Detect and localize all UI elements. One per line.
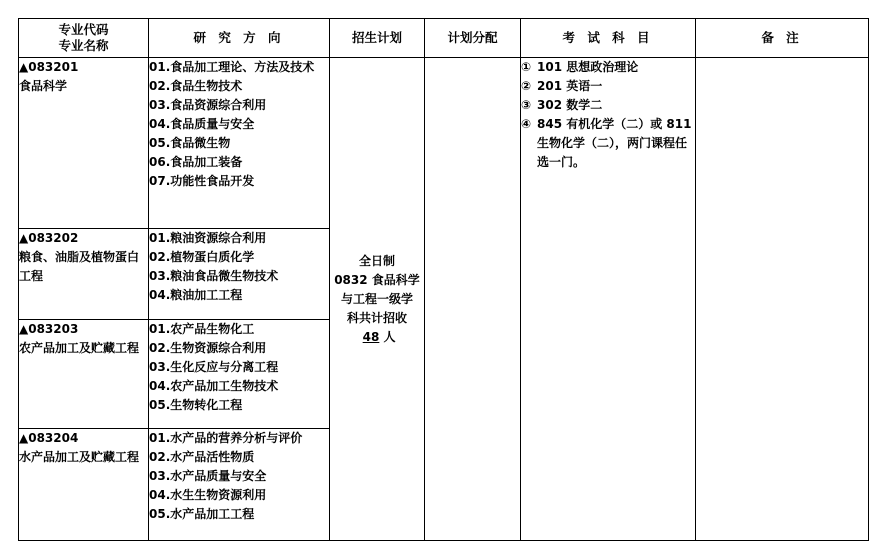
direction-list (149, 58, 329, 191)
header-enrollment (330, 19, 425, 58)
direction-item: 01.水产品的营养分析与评价 (149, 431, 303, 445)
direction-list (149, 429, 329, 524)
exam-subject-text: 101 思想政治理论 (537, 60, 639, 74)
direction-cell (149, 58, 330, 229)
exam-subject-item (521, 96, 695, 115)
major-code: ▲083203 (19, 322, 79, 336)
direction-item: 04.农产品加工生物技术 (149, 379, 279, 393)
direction-cell (149, 429, 330, 541)
direction-list (149, 320, 329, 415)
major-code-cell (19, 229, 149, 320)
direction-item: 04.食品质量与安全 (149, 117, 255, 131)
enrollment-plan-cell (330, 58, 425, 541)
plan-discipline-line2: 与工程一级学 (340, 291, 413, 306)
enrollment-table (18, 18, 869, 541)
header-subjects-label: 考 试 科 目 (562, 30, 654, 45)
exam-marker: ③ (521, 98, 532, 112)
exam-subject-text: 201 英语一 (537, 79, 603, 93)
major-name: 农产品加工及贮藏工程 (19, 341, 140, 355)
exam-subject-text: 302 数学二 (537, 98, 603, 112)
plan-discipline-line1: 0832 食品科学 (334, 272, 420, 287)
header-enrollment-label: 招生计划 (351, 30, 402, 45)
header-direction (149, 19, 330, 58)
direction-item: 07.功能性食品开发 (149, 174, 255, 188)
exam-subject-text: 845 有机化学（二）或 811 生物化学（二），两门课程任选一门。 (537, 117, 692, 169)
direction-item: 03.生化反应与分离工程 (149, 360, 279, 374)
direction-item: 06.食品加工装备 (149, 155, 243, 169)
direction-cell (149, 229, 330, 320)
direction-item: 01.农产品生物化工 (149, 322, 255, 336)
direction-item: 03.粮油食品微生物技术 (149, 269, 279, 283)
major-name: 食品科学 (19, 79, 68, 93)
direction-item: 04.粮油加工工程 (149, 288, 243, 302)
major-code-cell (19, 320, 149, 429)
major-name: 水产品加工及贮藏工程 (19, 450, 140, 464)
direction-item: 03.水产品质量与安全 (149, 469, 267, 483)
direction-item: 01.食品加工理论、方法及技术 (149, 60, 315, 74)
header-remarks (696, 19, 869, 58)
plan-total (330, 328, 424, 347)
exam-subject-item (521, 115, 695, 172)
header-name-label: 专业名称 (58, 38, 109, 53)
major-code: ▲083204 (19, 431, 79, 445)
direction-item: 02.植物蛋白质化学 (149, 250, 255, 264)
exam-marker: ② (521, 79, 532, 93)
exam-subjects-cell (521, 58, 696, 541)
header-code-label: 专业代码 (58, 22, 109, 37)
direction-item: 02.食品生物技术 (149, 79, 243, 93)
direction-item: 03.食品资源综合利用 (149, 98, 267, 112)
enrollment-catalog-page (18, 18, 868, 541)
direction-item: 04.水生生物资源利用 (149, 488, 267, 502)
direction-item: 05.水产品加工工程 (149, 507, 255, 521)
header-remarks-label: 备 注 (761, 30, 803, 45)
plan-mode: 全日制 (358, 253, 395, 268)
remarks-cell (696, 58, 869, 541)
direction-cell (149, 320, 330, 429)
header-allocation (425, 19, 521, 58)
header-direction-label: 研 究 方 向 (193, 30, 285, 45)
exam-subject-item (521, 77, 695, 96)
direction-list (149, 229, 329, 305)
table-header-row (19, 19, 869, 58)
header-allocation-label: 计划分配 (447, 30, 498, 45)
header-code-name (19, 19, 149, 58)
major-name: 粮食、油脂及植物蛋白工程 (19, 250, 140, 283)
direction-item: 02.生物资源综合利用 (149, 341, 267, 355)
direction-item: 05.食品微生物 (149, 136, 231, 150)
table-row (19, 58, 869, 229)
major-code: ▲083201 (19, 60, 79, 74)
header-subjects (521, 19, 696, 58)
direction-item: 01.粮油资源综合利用 (149, 231, 267, 245)
major-code-cell (19, 429, 149, 541)
major-code: ▲083202 (19, 231, 79, 245)
exam-subject-list (521, 58, 695, 172)
exam-marker: ① (521, 60, 532, 74)
allocation-cell (425, 58, 521, 541)
plan-count: 48 (362, 329, 380, 344)
major-code-cell (19, 58, 149, 229)
plan-unit: 人 (383, 329, 396, 344)
direction-item: 02.水产品活性物质 (149, 450, 255, 464)
exam-marker: ④ (521, 117, 532, 131)
direction-item: 05.生物转化工程 (149, 398, 243, 412)
plan-discipline-line3: 科共计招收 (346, 310, 407, 325)
exam-subject-item (521, 58, 695, 77)
